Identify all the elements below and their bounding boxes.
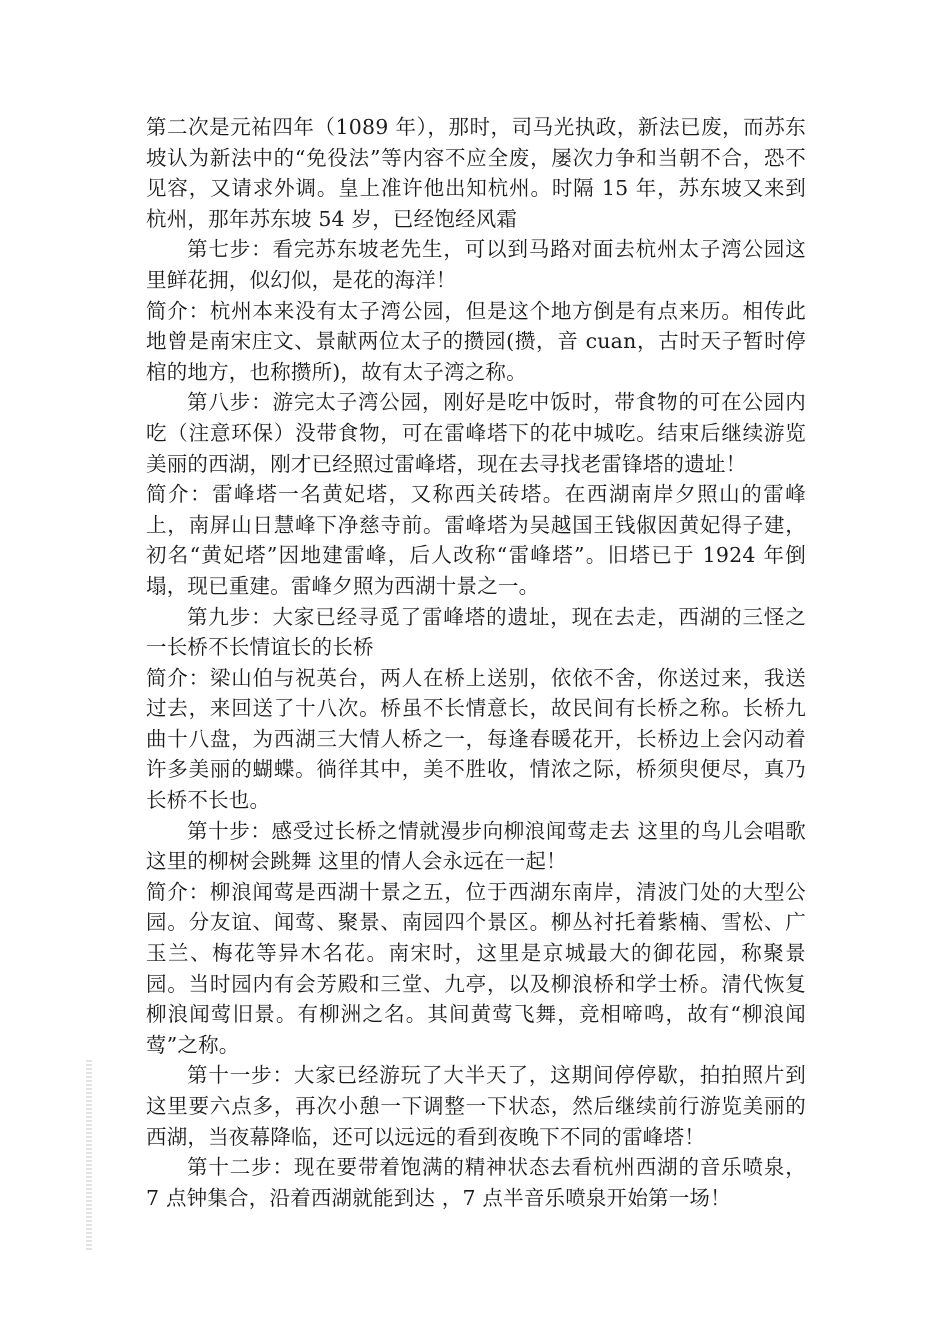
paragraph-1: 第二次是元祐四年（1089 年），那时，司马光执政，新法已废，而苏东坡认为新法中的“免役法”等内容不应全废，屡次力争和当朝不合，恐不见容，又请求外调。皇上准许他出知杭州。时隔 15 年，苏东坡又来到杭州，那年苏东坡 54 岁，已经饱经风霜: [146, 115, 806, 231]
paragraph-intro-taiziwan: 简介：杭州本来没有太子湾公园，但是这个地方倒是有点来历。相传此地曾是南宋庄文、景献两位太子的攒园(攒，音 cuan，古时天子暂时停棺的地方，也称攒所)，故有太子湾之称。: [146, 298, 806, 384]
side-watermark: [86, 1060, 92, 1250]
paragraph-step-12: 第十二步：现在要带着饱满的精神状态去看杭州西湖的音乐喷泉， 7 点钟集合，沿着西湖就能到达 ，7 点半音乐喷泉开始第一场！: [146, 1155, 806, 1210]
paragraph-step-11: 第十一步：大家已经游玩了大半天了，这期间停停歇，拍拍照片到这里要六点多，再次小憩一下调整一下状态，然后继续前行游览美丽的西湖，当夜幕降临，还可以远远的看到夜晚下不同的雷峰塔！: [146, 1063, 806, 1149]
paragraph-intro-leifeng: 简介：雷峰塔一名黄妃塔，又称西关砖塔。在西湖南岸夕照山的雷峰上，南屏山日慧峰下净慈寺前。雷峰塔为吴越国王钱俶因黄妃得子建，初名“黄妃塔”因地建雷峰，后人改称“雷峰塔”。旧塔已于 1924 年倒塌，现已重建。雷峰夕照为西湖十景之一。: [146, 482, 806, 598]
paragraph-step-7: 第七步：看完苏东坡老先生，可以到马路对面去杭州太子湾公园这里鲜花拥，似幻似，是花的海洋！: [146, 237, 806, 292]
paragraph-step-9: 第九步：大家已经寻觅了雷峰塔的遗址，现在去走，西湖的三怪之一长桥不长情谊长的长桥: [146, 604, 806, 660]
paragraph-intro-liulang: 简介：柳浪闻莺是西湖十景之五，位于西湖东南岸，清波门处的大型公园。分友谊、闻莺、聚景、南园四个景区。柳丛衬托着紫楠、雪松、广玉兰、梅花等异木名花。南宋时，这里是京城最大的御花园，称聚景园。当时园内有会芳殿和三堂、九亭，以及柳浪桥和学士桥。清代恢复柳浪闻莺旧景。有柳洲之名。其间黄莺飞舞，竞相啼鸣，故有“柳浪闻莺”之称。: [146, 879, 806, 1057]
document-body: [146, 112, 806, 1213]
paragraph-step-10: 第十步：感受过长桥之情就漫步向柳浪闻莺走去 这里的鸟儿会唱歌 这里的柳树会跳舞 这里的情人会永远在一起！: [146, 818, 806, 874]
paragraph-intro-changqiao: 简介：梁山伯与祝英台，两人在桥上送别，依依不舍，你送过来，我送过去，来回送了十八次。桥虽不长情意长，故民间有长桥之称。长桥九曲十八盘，为西湖三大情人桥之一，每逢春暖花开，长桥边上会闪动着许多美丽的蝴蝶。徜徉其中，美不胜收，情浓之际，桥须臾便尽，真乃长桥不长也。: [146, 665, 806, 813]
paragraph-step-8: 第八步：游完太子湾公园，刚好是吃中饭时，带食物的可在公园内吃（注意环保）没带食物，可在雷峰塔下的花中城吃。结束后继续游览美丽的西湖，刚才已经照过雷峰塔，现在去寻找老雷锋塔的遗址！: [146, 390, 806, 476]
